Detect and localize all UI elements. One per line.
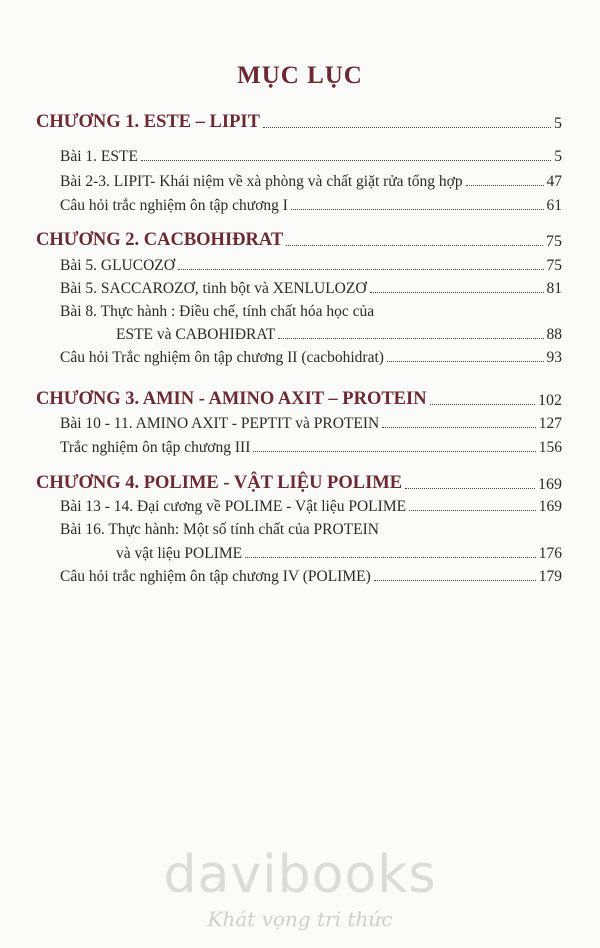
leader-dots xyxy=(141,160,551,161)
toc-label: Bài 5. GLUCOZƠ xyxy=(60,257,175,274)
watermark-tagline: Khát vọng tri thức xyxy=(207,907,393,931)
toc-item[interactable] xyxy=(60,498,562,516)
leader-dots xyxy=(253,451,535,452)
leader-dots xyxy=(278,338,543,339)
toc-chapter-4[interactable] xyxy=(36,473,562,494)
toc-page-number: 169 xyxy=(538,476,562,493)
toc-label: Câu hỏi trắc nghiệm ôn tập chương I xyxy=(60,197,288,214)
watermark-logo: davibooks xyxy=(163,845,437,905)
toc-page-number: 169 xyxy=(538,498,562,515)
toc-page-number: 81 xyxy=(546,280,562,297)
toc-page-number: 61 xyxy=(546,197,562,214)
toc-label: CHƯƠNG 3. AMIN - AMINO AXIT – PROTEIN xyxy=(36,389,427,409)
toc-page-number: 75 xyxy=(546,257,562,274)
toc-page-number: 88 xyxy=(546,326,562,343)
leader-dots xyxy=(409,510,536,511)
toc-label: Bài 2-3. LIPIT- Khái niệm về xà phòng và chất giặt rửa tổng hợp xyxy=(60,173,463,190)
toc-label: ESTE và CABOHIĐRAT xyxy=(116,326,276,343)
leader-dots xyxy=(466,185,544,186)
toc-page-number: 176 xyxy=(538,545,562,562)
toc-label: Trắc nghiệm ôn tập chương III xyxy=(60,439,251,456)
toc-item[interactable] xyxy=(60,197,562,215)
toc-page-number: 156 xyxy=(538,439,562,456)
leader-dots xyxy=(263,127,551,128)
leader-dots xyxy=(178,269,544,270)
toc-page-number: 47 xyxy=(546,173,562,190)
toc-item[interactable] xyxy=(60,280,562,298)
toc-item[interactable] xyxy=(60,349,562,367)
toc-item[interactable] xyxy=(60,303,562,321)
leader-dots xyxy=(382,427,536,428)
toc-page-number: 102 xyxy=(538,392,562,409)
toc-label: Bài 8. Thực hành : Điều chế, tính chất hóa học của xyxy=(60,303,375,320)
toc-chapter-1[interactable] xyxy=(36,112,562,133)
toc-label: Câu hỏi trắc nghiệm ôn tập chương IV (POLIME) xyxy=(60,568,371,585)
toc-label: Bài 13 - 14. Đại cương về POLIME - Vật liệu POLIME xyxy=(60,498,407,515)
toc-page-number: 179 xyxy=(538,568,562,585)
toc-label: CHƯƠNG 1. ESTE – LIPIT xyxy=(36,112,260,132)
toc-label: CHƯƠNG 2. CACBOHIĐRAT xyxy=(36,230,284,250)
leader-dots xyxy=(370,292,544,293)
toc-label: Bài 10 - 11. AMINO AXIT - PEPTIT và PROTEIN xyxy=(60,415,380,432)
toc-item[interactable] xyxy=(60,148,562,166)
toc-chapter-3[interactable] xyxy=(36,389,562,410)
toc-item-continued[interactable] xyxy=(116,545,562,563)
leader-dots xyxy=(405,488,535,489)
leader-dots xyxy=(245,557,536,558)
toc-page-number: 5 xyxy=(554,115,562,132)
toc-item-continued[interactable] xyxy=(116,326,562,344)
leader-dots xyxy=(286,245,543,246)
toc-item[interactable] xyxy=(60,257,562,275)
toc-label: CHƯƠNG 4. POLIME - VẬT LIỆU POLIME xyxy=(36,473,403,493)
toc-item[interactable] xyxy=(60,173,562,191)
toc-page-number: 127 xyxy=(538,415,562,432)
toc-page-number: 93 xyxy=(546,349,562,366)
toc-label: Bài 1. ESTE xyxy=(60,148,138,165)
toc-page-number: 75 xyxy=(546,233,562,250)
toc-item[interactable] xyxy=(60,415,562,433)
leader-dots xyxy=(291,209,544,210)
page-title: MỤC LỤC xyxy=(237,62,363,89)
toc-item[interactable] xyxy=(60,568,562,586)
toc-label: và vật liệu POLIME xyxy=(116,545,243,562)
toc-label: Câu hỏi Trắc nghiệm ôn tập chương II (cacbohidrat) xyxy=(60,349,384,366)
leader-dots xyxy=(374,580,536,581)
toc-item[interactable] xyxy=(60,521,562,539)
toc-label: Bài 16. Thực hành: Một số tính chất của PROTEIN xyxy=(60,521,379,538)
toc-item[interactable] xyxy=(60,439,562,457)
toc-label: Bài 5. SACCAROZƠ, tinh bột và XENLULOZƠ xyxy=(60,280,367,297)
toc-chapter-2[interactable] xyxy=(36,230,562,251)
toc-page-number: 5 xyxy=(554,148,562,165)
leader-dots xyxy=(387,361,544,362)
leader-dots xyxy=(430,404,535,405)
